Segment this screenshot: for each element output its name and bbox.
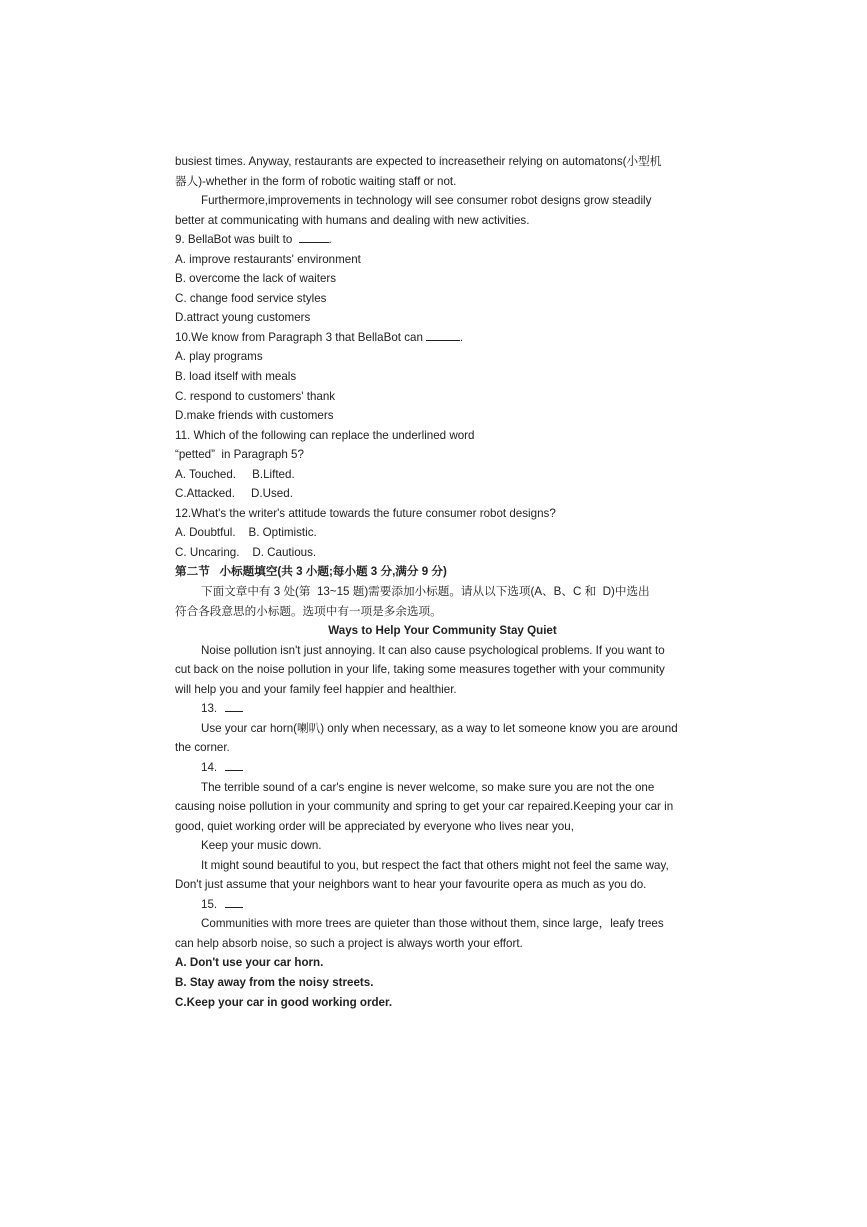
paragraph-line: better at communicating with humans and dealing with new activities.: [175, 213, 530, 227]
paragraph-line: will help you and your family feel happier and healthier.: [175, 682, 457, 696]
options-row: A. Doubtful. B. Optimistic.: [175, 526, 317, 540]
option-b: B. overcome the lack of waiters: [175, 272, 337, 286]
answer-blank: [225, 769, 243, 771]
option-d: D.attract young customers: [175, 311, 311, 325]
question-9-stem: [175, 230, 710, 250]
instruction-line: 符合各段意思的小标题。选项中有一项是多余选项。: [175, 604, 442, 618]
question-11-stem: 11. Which of the following can replace the underlined word: [175, 428, 475, 442]
section-heading: 第二节 小标题填空(共 3 小题;每小题 3 分,满分 9 分): [175, 565, 447, 579]
slot-number: 15.: [201, 897, 218, 911]
option-a: A. Don't use your car horn.: [175, 956, 324, 970]
paragraph-line: can help absorb noise, so such a project is always worth your effort.: [175, 936, 523, 950]
answer-blank: [426, 339, 460, 341]
question-text: 10.We know from Paragraph 3 that BellaBot can: [175, 330, 423, 344]
question-11-stem-cont: “petted” in Paragraph 5?: [175, 448, 304, 462]
answer-blank: [225, 906, 243, 908]
subheading-slot-13: [175, 699, 710, 719]
instruction-line: 下面文章中有 3 处(第 13~15 题)需要添加小标题。请从以下选项(A、B、C 和 D)中选出: [201, 585, 650, 599]
option-c: C. change food service styles: [175, 291, 327, 305]
paragraph-line: busiest times. Anyway, restaurants are expected to increasetheir relying on automatons(小型机: [175, 155, 662, 168]
paragraph-line: Don't just assume that your neighbors want to hear your favourite opera as much as you do.: [175, 878, 647, 892]
subheading-slot-15: [175, 895, 710, 915]
answer-blank: [225, 710, 243, 712]
blank-end: .: [459, 330, 464, 344]
question-12-stem: 12.What's the writer's attitude towards the future consumer robot designs?: [175, 506, 556, 520]
slot-number: 13.: [201, 702, 218, 716]
option-d: D.make friends with customers: [175, 409, 334, 423]
option-a: A. play programs: [175, 350, 263, 364]
question-10-stem: [175, 328, 710, 348]
question-text: 9. BellaBot was built to: [175, 233, 293, 247]
paragraph-line: The terrible sound of a car's engine is never welcome, so make sure you are not the one: [201, 780, 655, 794]
option-a: A. improve restaurants' environment: [175, 252, 361, 266]
paragraph-line: Furthermore,improvements in technology will see consumer robot designs grow steadily: [201, 194, 652, 208]
option-b: B. load itself with meals: [175, 370, 297, 384]
paragraph-line: causing noise pollution in your community and spring to get your car repaired.Keeping your car in: [175, 800, 674, 814]
paragraph-line: It might sound beautiful to you, but respect the fact that others might not feel the same way,: [201, 858, 669, 872]
document-page: [175, 152, 710, 1012]
paragraph-line: Communities with more trees are quieter than those without them, since large，leafy trees: [201, 917, 664, 931]
slot-number: 14.: [201, 760, 218, 774]
passage-title: Ways to Help Your Community Stay Quiet: [328, 624, 557, 638]
options-row: C. Uncaring. D. Cautious.: [175, 545, 317, 559]
options-row: C.Attacked. D.Used.: [175, 487, 293, 501]
subheading-slot-14: [175, 758, 710, 778]
answer-blank: [299, 241, 329, 243]
option-b: B. Stay away from the noisy streets.: [175, 975, 374, 989]
paragraph-line: good, quiet working order will be appreciated by everyone who lives near you,: [175, 819, 574, 833]
blank-end: .: [328, 233, 332, 247]
paragraph-line: cut back on the noise pollution in your life, taking some measures together with your community: [175, 663, 665, 677]
options-row: A. Touched. B.Lifted.: [175, 467, 295, 481]
paragraph-line: Use your car horn(喇叭) only when necessary, as a way to let someone know you are around: [201, 721, 678, 735]
paragraph-line: Noise pollution isn't just annoying. It can also cause psychological problems. If you want to: [201, 643, 665, 657]
subheading: Keep your music down.: [201, 839, 322, 853]
option-c: C. respond to customers' thank: [175, 389, 336, 403]
option-c: C.Keep your car in good working order.: [175, 995, 393, 1009]
paragraph-line: the corner.: [175, 741, 230, 755]
paragraph-line: 器人)-whether in the form of robotic waiting staff or not.: [175, 174, 457, 188]
